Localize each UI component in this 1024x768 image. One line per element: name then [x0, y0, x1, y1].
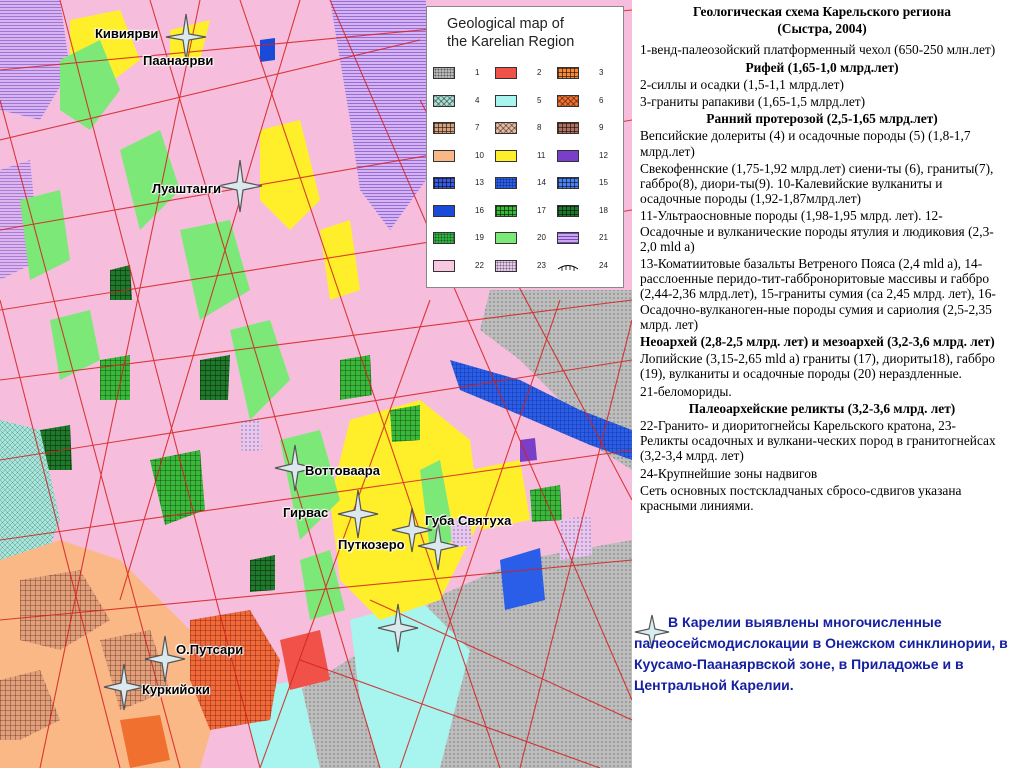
legend-text-5: Свекофеннские (1,75-1,92 млрд.лет) сиени-ты (6), граниты(7), габбро(8), диори-ты(9). 10-Калевийские вулканиты и осадочные породы (1,92-1,87млрд.лет)	[640, 160, 994, 207]
callout-text: В Карелии выявлены многочисленные палеосейсмодислокации в Онежском синклинории, в Куусамо-Паанаярвской зоне, в Приладожье и в Центральной Карелии.	[634, 614, 1008, 693]
legend-swatch-22	[433, 260, 455, 272]
legend-number-5: 5	[537, 95, 542, 105]
legend-number-19: 19	[475, 233, 484, 242]
legend-swatch-4	[433, 95, 455, 107]
legend-text-8: Лопийские (3,15-2,65 mld a) граниты (17), диориты18), габбро (19), вулканиты и осадочные породы (20) нераздленные.	[640, 351, 995, 382]
place-label-kurkiyoki: Куркийоки	[142, 682, 210, 697]
legend-swatch-11	[495, 150, 517, 162]
legend-number-2: 2	[537, 68, 542, 77]
legend-number-16: 16	[475, 205, 484, 215]
legend-text-11: 24-Крупнейшие зоны надвигов	[640, 465, 818, 481]
legend-number-1: 1	[475, 68, 480, 77]
place-label-guba-svyatukha: Губа Святуха	[425, 513, 512, 528]
legend-number-17: 17	[537, 205, 546, 215]
place-label-kiviyarvi: Кивиярви	[95, 26, 159, 41]
legend-number-14: 14	[537, 178, 546, 187]
legend-swatch-20	[495, 232, 517, 244]
legend-number-21: 21	[599, 233, 608, 242]
heading-paleoarchean: Палеоархейские реликты (3,2-3,6 млрд. лет)	[688, 400, 956, 416]
place-label-girvas: Гирвас	[283, 505, 329, 520]
map-legend	[426, 6, 624, 288]
legend-number-18: 18	[599, 205, 608, 215]
legend-text-7: 13-Коматиитовые базальты Ветреного Пояса (2,4 mld a), 14-расслоенные перидо-тит-габброноритовые массивы и габбро (2,44-2,36 млрд.лет), 15-граниты сумия (са 2,45 млрд. лет), 16-Осадочно-вулканоген-ные породы сумия и сариолия (2,5-2,35 млрд. лет)	[640, 256, 996, 332]
panel-title: Геологическая схема Карельского региона	[693, 4, 951, 19]
place-label-o-putsari: О.Путсари	[176, 642, 244, 657]
legend-swatch-7	[433, 122, 455, 134]
legend-number-8: 8	[537, 123, 542, 132]
legend-swatch-6	[557, 95, 579, 107]
legend-text-10: 22-Гранито- и диоритогнейсы Карельского кратона, 23-Реликты осадочных и вулкани-ческих пород в гранитогнейсах (3,2-3,4 млрд. лет)	[640, 418, 996, 464]
legend-number-3: 3	[599, 68, 604, 77]
heading-neoarchean: Неоархей (2,8-2,5 млрд. лет) и мезоархей (3,2-3,6 млрд. лет)	[640, 334, 995, 350]
legend-swatch-19	[433, 232, 455, 244]
legend-number-10: 10	[475, 150, 484, 160]
legend-swatch-1	[433, 67, 455, 79]
place-label-lushtangi: Луаштанги	[152, 181, 222, 196]
legend-number-9: 9	[599, 123, 604, 132]
place-label-paanayarvi: Паанаярви	[143, 53, 214, 68]
legend-number-15: 15	[599, 178, 608, 187]
legend-number-20: 20	[537, 233, 546, 242]
legend-text-1: 1-венд-палеозойский платформенный чехол (650-250 млн.лет)	[640, 42, 996, 58]
place-label-putkozero: Путкозеро	[338, 537, 405, 552]
legend-swatch-21	[557, 232, 579, 244]
legend-text-9: 21-беломориды.	[640, 383, 732, 399]
legend-swatch-17	[495, 205, 517, 217]
legend-swatch-24	[557, 260, 579, 272]
legend-swatch-15	[557, 177, 579, 189]
legend-swatch-2	[495, 67, 517, 79]
legend-number-7: 7	[475, 123, 480, 132]
heading-early-proterozoic: Ранний протерозой (2,5-1,65 млрд.лет)	[706, 111, 938, 127]
legend-number-23: 23	[537, 260, 546, 270]
legend-number-11: 11	[537, 150, 546, 160]
legend-swatch-5	[495, 95, 517, 107]
legend-swatch-8	[495, 122, 517, 134]
legend-swatch-12	[557, 150, 579, 162]
legend-swatch-23	[495, 260, 517, 272]
legend-swatch-18	[557, 205, 579, 217]
place-label-vottovaara: Воттоваара	[305, 463, 380, 478]
legend-text-12: Сеть основных постскладчаных сбросо-сдвигов указана красными линиями.	[640, 482, 962, 514]
legend-swatch-14	[495, 177, 517, 189]
legend-swatch-16	[433, 205, 455, 217]
legend-number-6: 6	[599, 95, 604, 105]
legend-swatch-10	[433, 150, 455, 162]
legend-text-6: 11-Ультраосновные породы (1,98-1,95 млрд. лет). 12- Осадочные и вулканические породы ятулия и людиковия (2,3-2,0 mld a)	[640, 208, 994, 254]
legend-swatch-13	[433, 177, 455, 189]
legend-number-4: 4	[475, 95, 480, 105]
legend-swatch-3	[557, 67, 579, 79]
legend-text-3: 3-граниты рапакиви (1,65-1,5 млрд.лет)	[640, 94, 866, 110]
panel-citation: (Сыстра, 2004)	[777, 21, 867, 37]
description-panel	[640, 4, 1004, 515]
legend-number-12: 12	[599, 150, 608, 160]
legend-number-24: 24	[599, 260, 608, 270]
legend-number-22: 22	[475, 260, 484, 270]
legend-text-2: 2-силлы и осадки (1,5-1,1 млрд.лет)	[640, 76, 844, 92]
legend-swatch-9	[557, 122, 579, 134]
legend-text-4: Вепсийские долериты (4) и осадочные породы (5) (1,8-1,7 млрд.лет)	[640, 128, 971, 159]
heading-riphean: Рифей (1,65-1,0 млрд.лет)	[745, 59, 899, 75]
legend-number-13: 13	[475, 178, 484, 187]
legend-title: Geological map of the Karelian Region	[447, 16, 575, 50]
